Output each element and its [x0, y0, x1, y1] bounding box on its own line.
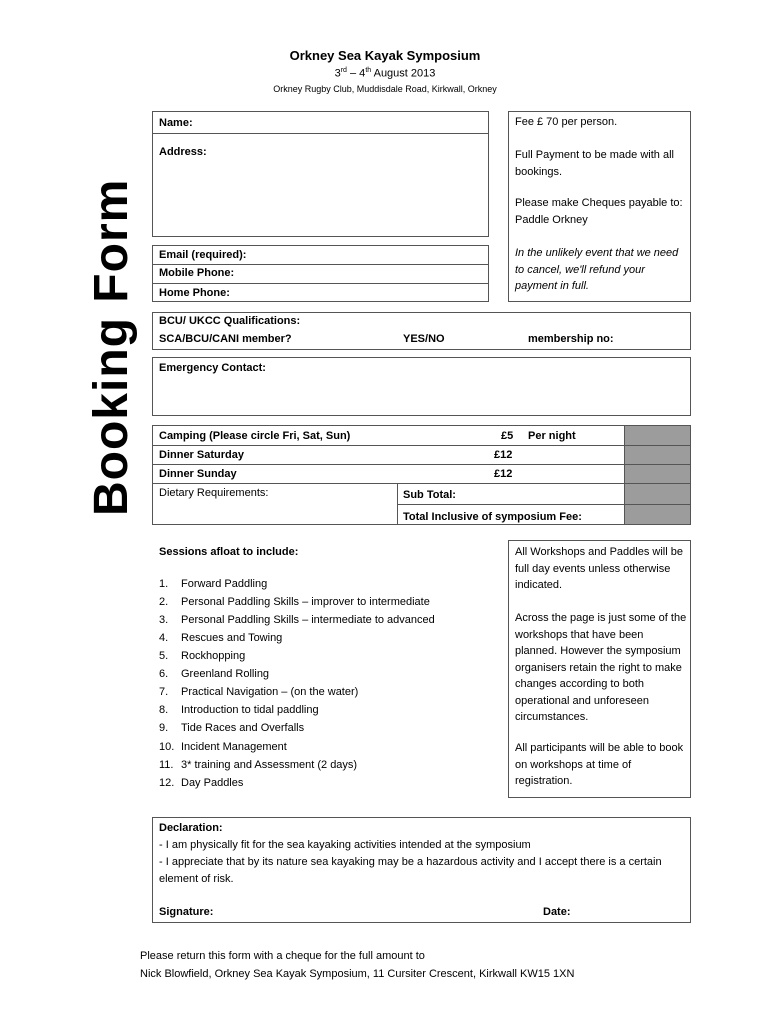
event-dates: 3rd – 4th August 2013	[334, 67, 436, 80]
emergency-contact-label: Emergency Contact:	[159, 362, 266, 374]
dietary-field[interactable]	[159, 500, 393, 522]
workshops-registration-text: All participants will be able to book on workshops at time of registration.	[515, 742, 684, 787]
signature-field[interactable]	[220, 902, 520, 920]
workshops-full-day-text: All Workshops and Paddles will be full day events unless otherwise indicated.	[515, 546, 683, 591]
qualifications-label: BCU/ UKCC Qualifications:	[159, 315, 301, 327]
date-field[interactable]	[578, 902, 686, 920]
page-title: Orkney Sea Kayak Symposium	[289, 48, 481, 63]
cheques-text: Please make Cheques payable to: Paddle Orkney	[515, 197, 683, 226]
total-cell[interactable]	[625, 505, 690, 524]
return-instructions: Please return this form with a cheque for the full amount to	[140, 950, 425, 962]
signature-label: Signature:	[159, 906, 214, 918]
yes-no-option[interactable]: YES/NO	[403, 333, 445, 345]
mobile-field[interactable]	[250, 265, 485, 282]
subtotal-label: Sub Total:	[403, 489, 456, 501]
member-label: SCA/BCU/CANI member?	[159, 333, 292, 345]
dinner-sunday-label: Dinner Sunday	[159, 468, 237, 480]
email-field[interactable]	[270, 246, 485, 263]
dinner-sun-total-cell[interactable]	[625, 465, 690, 483]
name-field[interactable]	[205, 113, 485, 131]
declaration-heading: Declaration:	[159, 822, 223, 834]
dinner-sat-total-cell[interactable]	[625, 446, 690, 464]
date-label: Date:	[543, 906, 571, 918]
dinner-saturday-label: Dinner Saturday	[159, 449, 244, 461]
camping-label: Camping (Please circle Fri, Sat, Sun)	[159, 430, 351, 442]
camping-total-cell[interactable]	[625, 426, 690, 445]
subtotal-cell[interactable]	[625, 484, 690, 504]
return-address: Nick Blowfield, Orkney Sea Kayak Symposium, 11 Cursiter Crescent, Kirkwall KW15 1XN	[140, 968, 575, 980]
booking-form-title: Booking Form	[85, 178, 138, 516]
home-phone-label: Home Phone:	[159, 287, 230, 299]
cancel-text: In the unlikely event that we need to cancel, we'll refund your payment in full.	[515, 247, 679, 292]
name-label: Name:	[159, 117, 193, 129]
emergency-contact-field[interactable]	[159, 378, 684, 412]
membership-no-label: membership no:	[528, 333, 614, 345]
fee-text: Fee £ 70 per person.	[515, 116, 618, 128]
total-label: Total Inclusive of symposium Fee:	[403, 511, 582, 523]
dietary-label: Dietary Requirements:	[159, 487, 269, 499]
sessions-heading: Sessions afloat to include:	[159, 546, 299, 558]
venue: Orkney Rugby Club, Muddisdale Road, Kirkwall, Orkney	[273, 84, 497, 94]
address-field[interactable]	[159, 162, 484, 234]
email-label: Email (required):	[159, 249, 247, 261]
dinner-saturday-price: £12	[494, 449, 513, 461]
address-label: Address:	[159, 146, 207, 158]
dinner-sunday-price: £12	[494, 468, 513, 480]
home-phone-field[interactable]	[250, 284, 485, 301]
mobile-label: Mobile Phone:	[159, 267, 235, 279]
declaration-line-fit: - I am physically fit for the sea kayaking activities intended at the symposium	[159, 839, 531, 851]
camping-price: £5	[501, 430, 514, 442]
declaration-line-risk: - I appreciate that by its nature sea kayaking may be a hazardous activity and I accept there is a certain element of risk.	[159, 856, 662, 885]
workshops-planned-text: Across the page is just some of the workshops that have been planned. However the symposium organisers retain the right to make changes according to both operational and unforeseen circumstances.	[515, 612, 687, 723]
per-night-label: Per night	[528, 430, 576, 442]
payment-text: Full Payment to be made with all bookings.	[515, 149, 674, 178]
